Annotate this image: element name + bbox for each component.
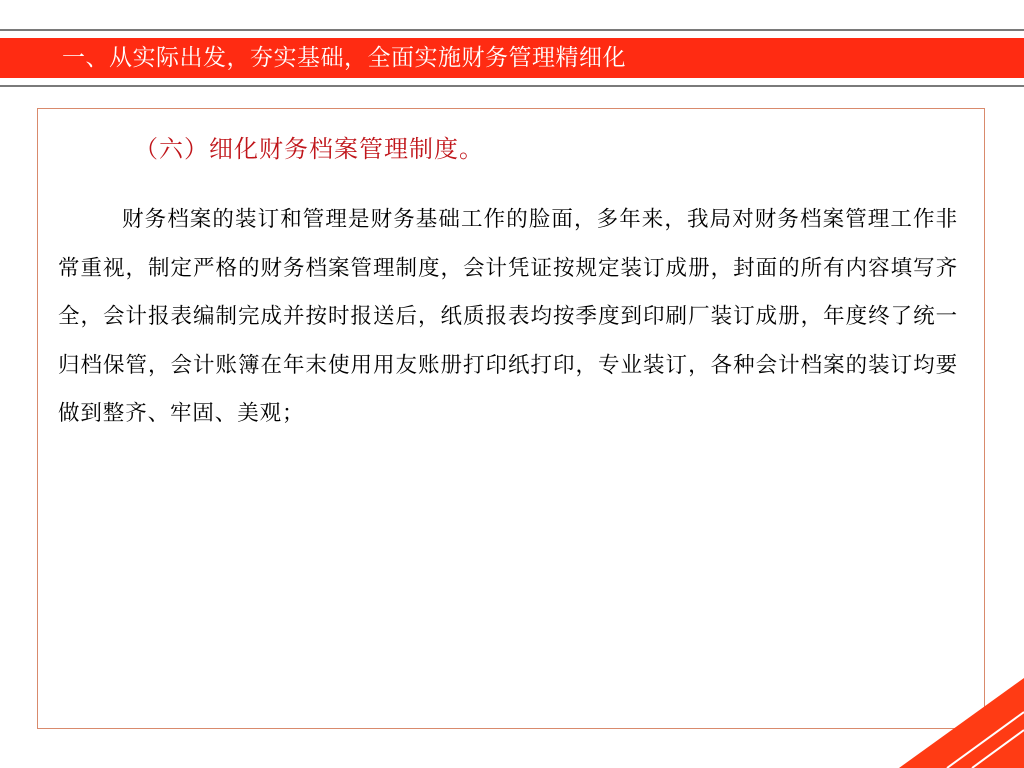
bottom-divider-line <box>0 85 1024 87</box>
corner-triangle <box>899 678 1024 768</box>
slide-title: 一、从实际出发，夯实基础，全面实施财务管理精细化 <box>62 44 626 71</box>
body-paragraph: 财务档案的装订和管理是财务基础工作的脸面，多年来，我局对财务档案管理工作非常重视，制定严格的财务档案管理制度，会计凭证按规定装订成册，封面的所有内容填写齐全，会计报表编制完成并按时报送后，纸质报表均按季度到印刷厂装订成册，年度终了统一归档保管，会计账簿在年末使用用友账册打印纸打印，专业装订，各种会计档案的装订均要做到整齐、牢固、美观； <box>58 207 958 426</box>
corner-accent-graphic <box>899 678 1024 768</box>
title-bar <box>0 38 1024 78</box>
content-box <box>37 108 985 729</box>
section-heading: （六）细化财务档案管理制度。 <box>134 135 484 163</box>
top-divider-line <box>0 29 1024 31</box>
